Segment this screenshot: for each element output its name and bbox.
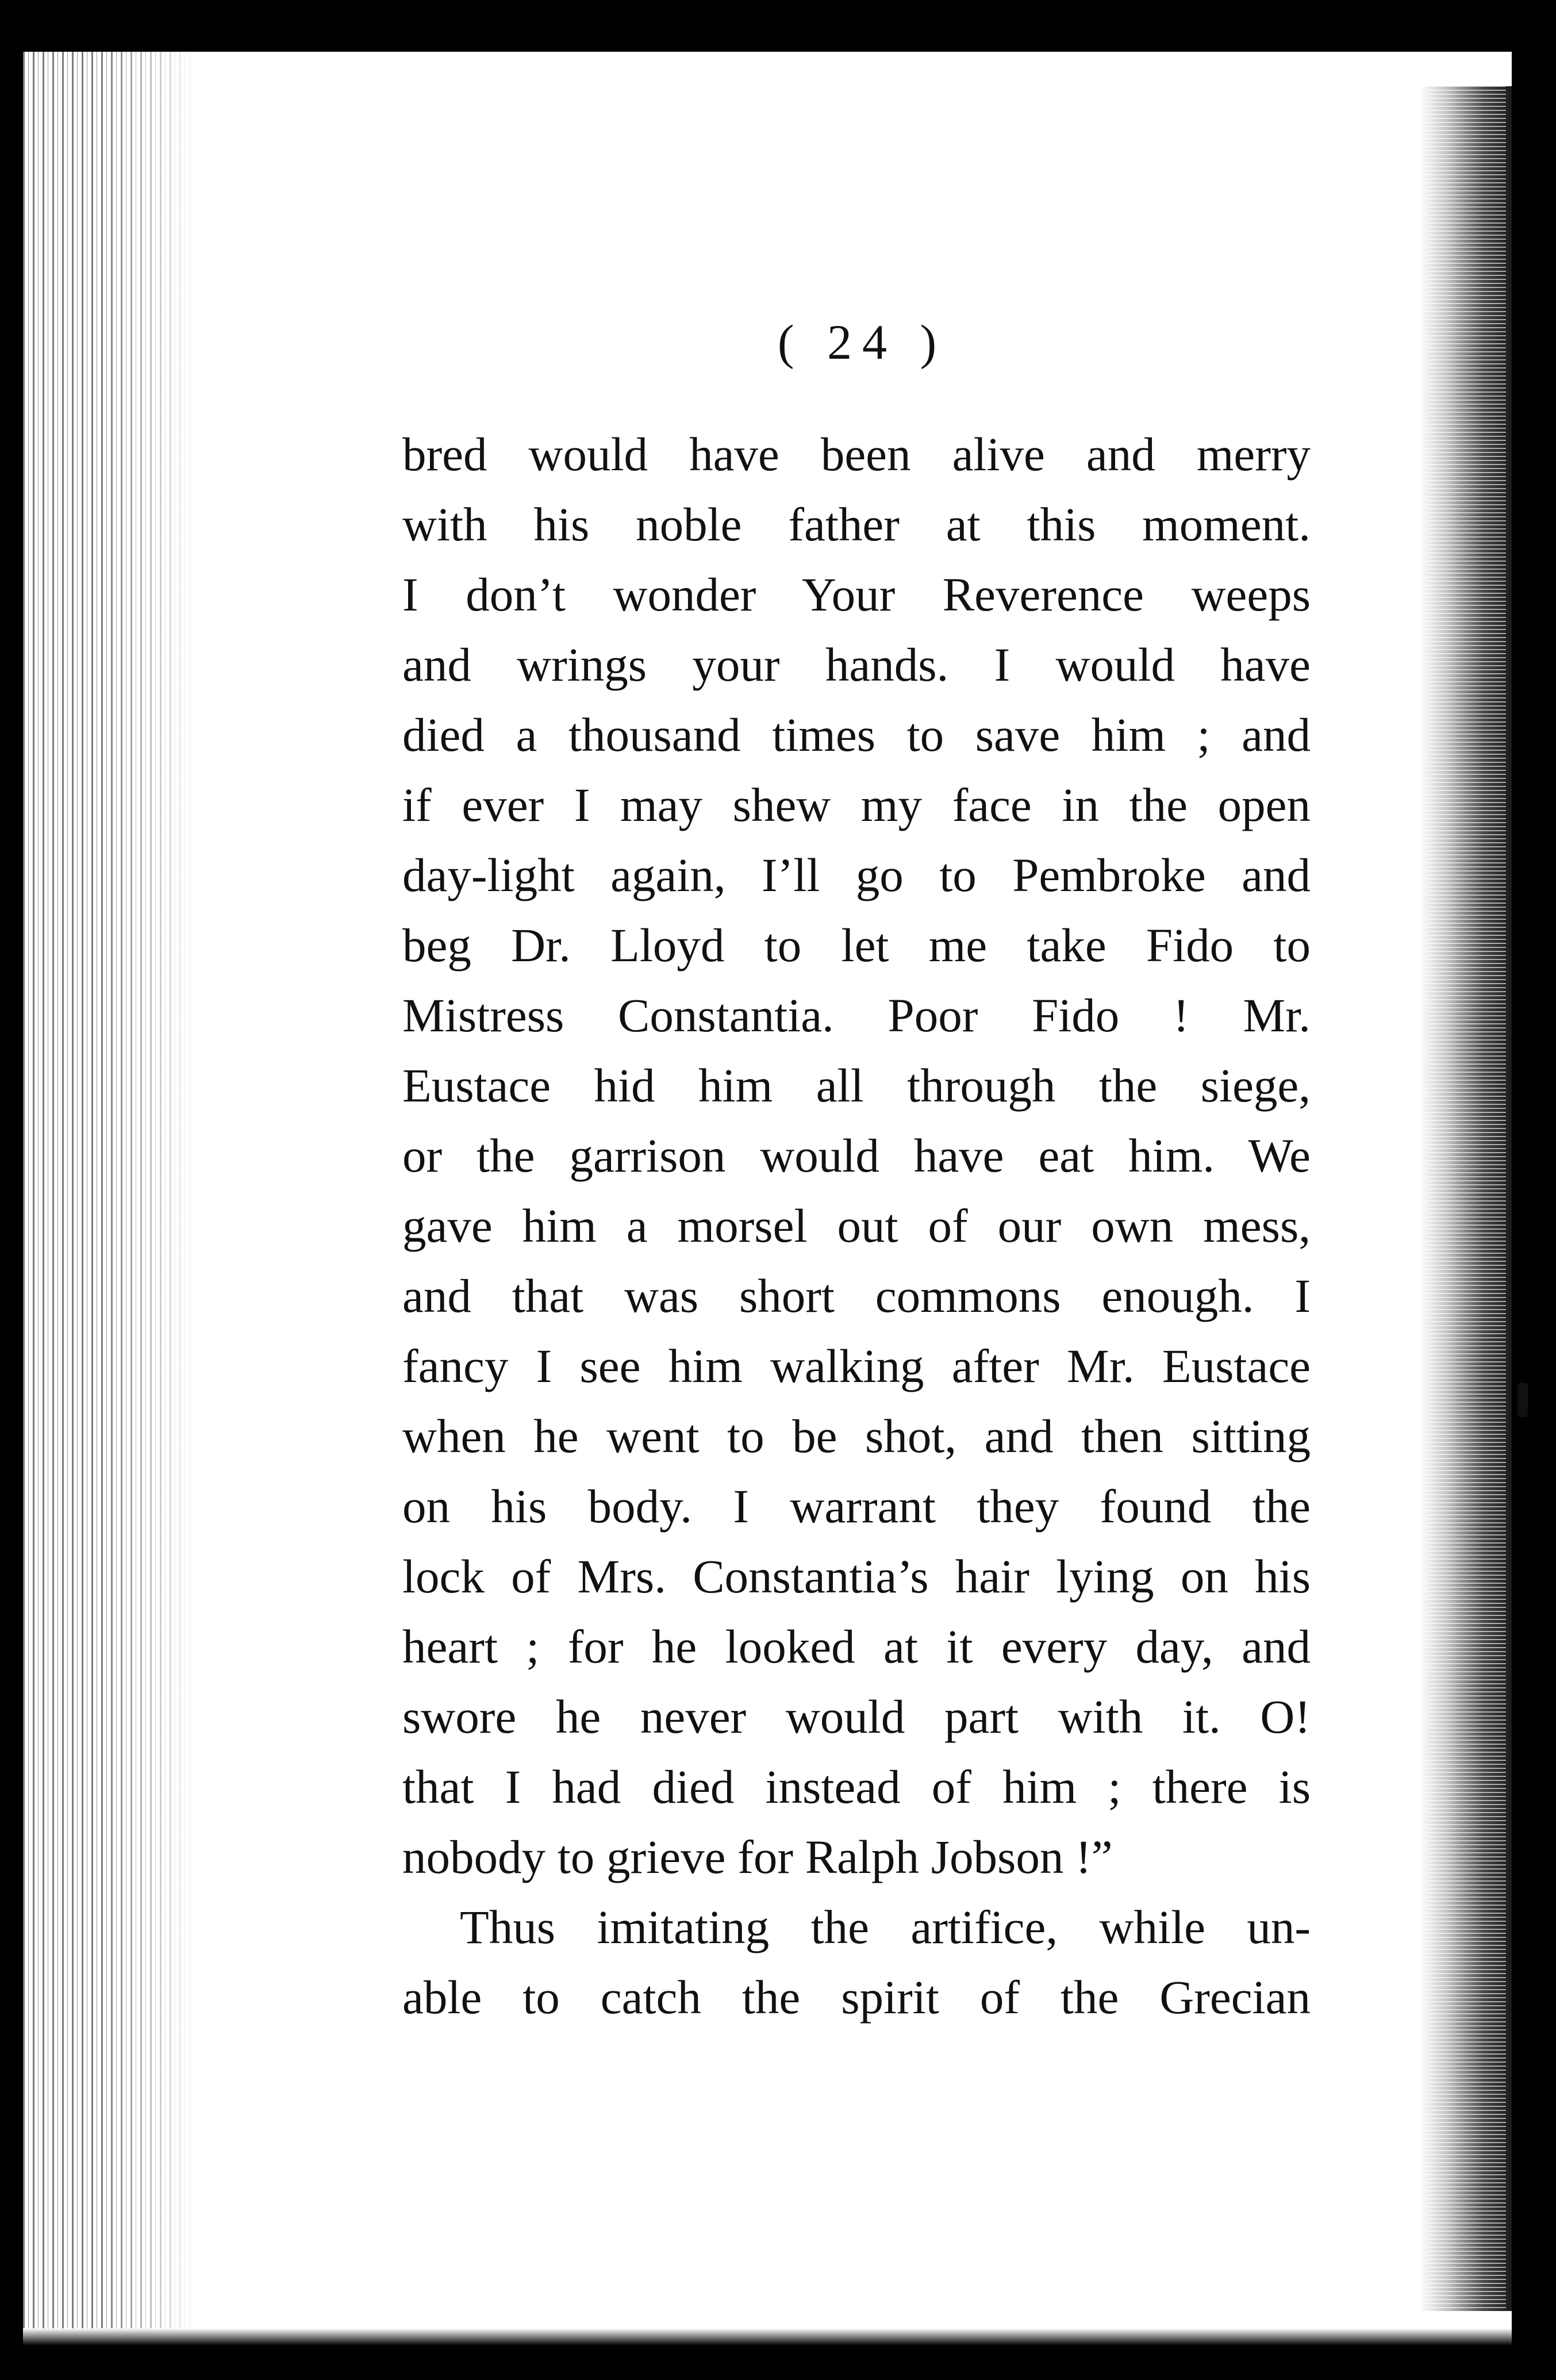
right-edge-speckle (1426, 86, 1506, 2311)
text-line: Eustace hid him all through the siege, (402, 1059, 1311, 1112)
text-line: lock of Mrs. Constantia’s hair lying on his (402, 1550, 1311, 1603)
text-line: nobody to grieve for Ralph Jobson !” (402, 1830, 1113, 1883)
text-line: heart ; for he looked at it every day, and (402, 1620, 1311, 1673)
text-line: gave him a morsel out of our own mess, (402, 1199, 1311, 1252)
left-edge-fade (103, 52, 195, 2340)
text-line: bred would have been alive and merry (402, 428, 1311, 481)
text-line: when he went to be shot, and then sitting (402, 1410, 1311, 1462)
text-line: Mistress Constantia. Poor Fido ! Mr. (402, 989, 1311, 1042)
text-line: or the garrison would have eat him. We (402, 1129, 1311, 1182)
text-line: that I had died instead of him ; there is (402, 1760, 1311, 1813)
text-line: died a thousand times to save him ; and (402, 708, 1311, 761)
paragraph-start-line: Thus imitating the artifice, while un- (460, 1901, 1311, 1953)
text-line: day-light again, I’ll go to Pembroke and (402, 849, 1311, 901)
text-line: able to catch the spirit of the Grecian (402, 1971, 1311, 2024)
text-line: on his body. I warrant they found the (402, 1480, 1311, 1533)
text-line: with his noble father at this moment. (402, 498, 1311, 551)
text-line: I don’t wonder Your Reverence weeps (402, 568, 1311, 621)
text-line: if ever I may shew my face in the open (402, 778, 1311, 831)
text-line: beg Dr. Lloyd to let me take Fido to (402, 919, 1311, 972)
text-line: and that was short commons enough. I (402, 1269, 1311, 1322)
edge-mark (1517, 1383, 1528, 1417)
text-line: swore he never would part with it. O! (402, 1690, 1311, 1743)
page-number: ( 24 ) (777, 314, 947, 370)
bottom-page-edge (23, 2328, 1512, 2346)
text-line: fancy I see him walking after Mr. Eustace (402, 1339, 1311, 1392)
text-line: and wrings your hands. I would have (402, 638, 1311, 691)
